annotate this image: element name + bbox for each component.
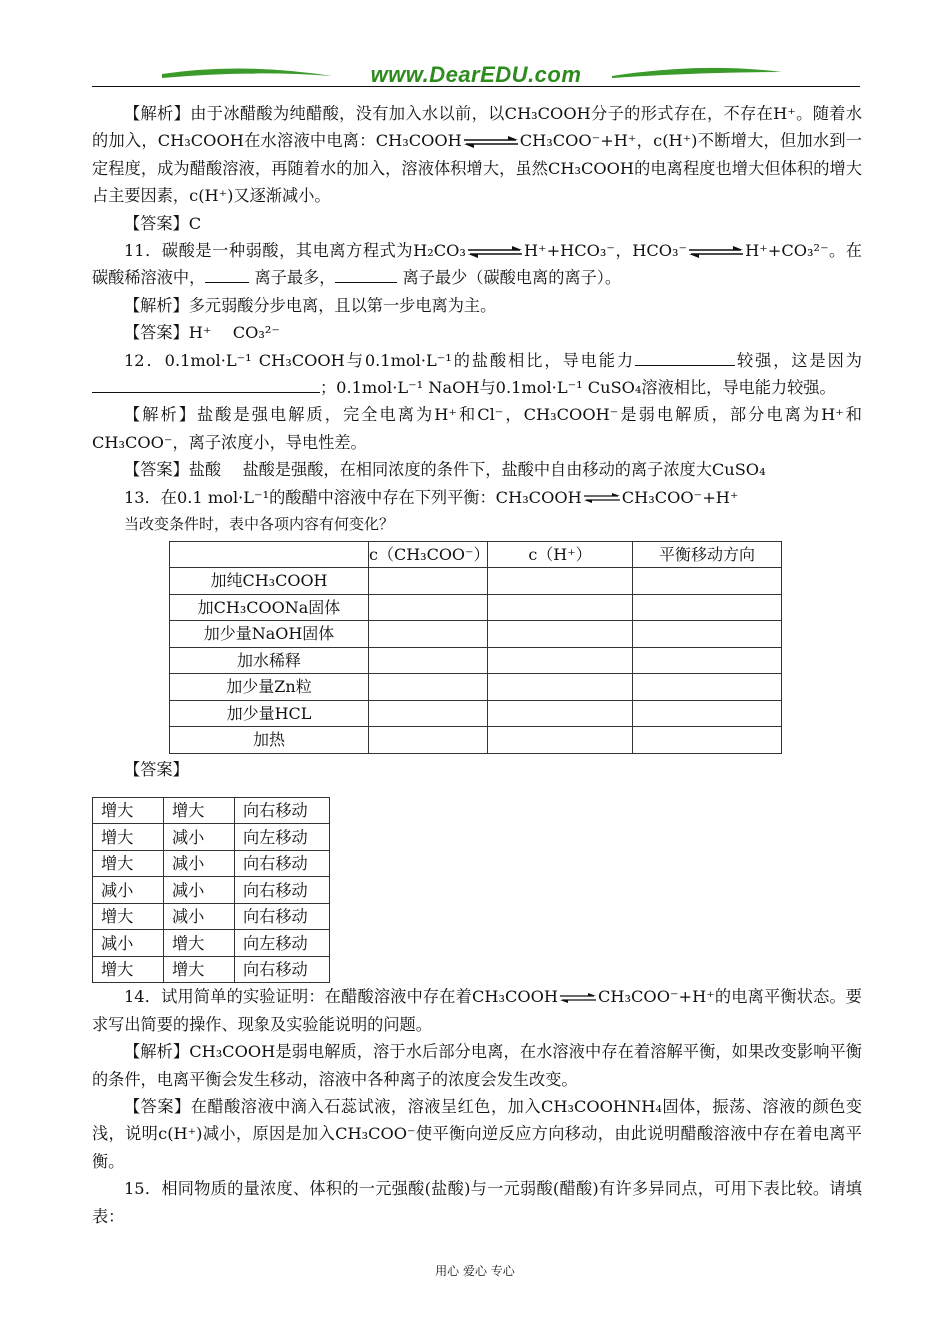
answer-cell: 向右移动 (235, 850, 330, 877)
q13-subtitle: 当改变条件时，表中各项内容有何变化？ (124, 515, 395, 534)
blank-cell[interactable] (633, 621, 782, 648)
table-row (93, 797, 330, 824)
q10-analysis-text-b: CH₃COO⁻+H⁺，c(H⁺)不断增大，但加水到一定程度，成为醋酸溶液，再随着水的加入，溶液体积增大，虽然CH₃COOH的电离程度也增大但体积的增大占主要因素，c(H⁺)又逐渐减小。 (92, 131, 862, 206)
blank-cell[interactable] (369, 647, 488, 674)
answer-blank[interactable] (335, 267, 397, 283)
blank-cell[interactable] (369, 621, 488, 648)
answer-cell: 增大 (164, 956, 235, 983)
table-row (170, 594, 782, 621)
q11-text-e: 离子最少（碳酸电离的离子）。 (397, 268, 622, 288)
blank-cell[interactable] (369, 568, 488, 595)
table-row (170, 621, 782, 648)
page-footer: 用心 爱心 专心 (435, 1264, 515, 1278)
table-header-row (170, 541, 782, 568)
answer-cell: 减小 (164, 903, 235, 930)
blank-cell[interactable] (488, 674, 633, 701)
table-header-cell: c（H⁺） (488, 541, 633, 568)
answer-cell: 向右移动 (235, 956, 330, 983)
q13-question (92, 484, 862, 511)
blank-cell[interactable] (633, 647, 782, 674)
table-row (170, 568, 782, 595)
answer-cell: 减小 (164, 824, 235, 851)
blank-cell[interactable] (488, 647, 633, 674)
table-row (170, 674, 782, 701)
blank-cell[interactable] (488, 700, 633, 727)
q11-analysis: 【解析】多元弱酸分步电离，且以第一步电离为主。 (124, 295, 497, 315)
condition-cell: 加纯CH₃COOH (170, 568, 369, 595)
table-row (93, 956, 330, 983)
blank-cell[interactable] (488, 621, 633, 648)
q11-text-d: 离子最多， (249, 268, 336, 288)
answer-cell: 向右移动 (235, 797, 330, 824)
answer-cell: 减小 (93, 877, 164, 904)
header-rule (92, 86, 860, 87)
answer-cell: 向左移动 (235, 930, 330, 957)
q11-text-c: H⁺+CO₃²⁻。在碳酸稀溶液中， (92, 241, 862, 288)
answer-cell: 增大 (93, 850, 164, 877)
q11-text-a: 11．碳酸是一种弱酸，其电离方程式为H₂CO₃ (124, 241, 466, 261)
table-row (170, 647, 782, 674)
q13-condition-table (169, 541, 782, 754)
equilibrium-arrow-icon (687, 245, 745, 259)
equilibrium-arrow-icon (582, 491, 622, 505)
blank-cell[interactable] (633, 568, 782, 595)
table-header-cell: 平衡移动方向 (633, 541, 782, 568)
answer-cell: 增大 (93, 956, 164, 983)
blank-cell[interactable] (488, 568, 633, 595)
q10-analysis-text-a: 由于冰醋酸为纯醋酸，没有加入水以前，以CH₃COOH分子的形式存在，不存在H⁺。随着水的加入，CH₃COOH在水溶液中电离：CH₃COOH (92, 104, 863, 151)
equilibrium-arrow-icon (462, 135, 520, 149)
blank-cell[interactable] (633, 700, 782, 727)
q13-text-b: CH₃COO⁻+H⁺ (621, 487, 739, 507)
q13-text-a: 13．在0.1 mol·L⁻¹的酸醋中溶液中存在下列平衡：CH₃COOH (124, 487, 582, 507)
answer-cell: 增大 (93, 797, 164, 824)
answer-blank[interactable] (92, 377, 320, 393)
q11-question (92, 237, 862, 292)
q13-answer-label: 【答案】 (124, 759, 189, 779)
answer-cell: 向左移动 (235, 824, 330, 851)
answer-cell: 减小 (164, 850, 235, 877)
answer-cell: 减小 (164, 877, 235, 904)
table-row (93, 930, 330, 957)
blank-cell[interactable] (633, 674, 782, 701)
q10-answer: 【答案】C (124, 213, 202, 233)
q10-analysis-label: 【解析】 (124, 104, 191, 123)
q13-answer-table (92, 797, 330, 984)
site-logo[interactable]: www.DearEDU.com (370, 62, 582, 87)
blank-cell[interactable] (488, 594, 633, 621)
page-body (92, 100, 862, 1230)
q12-question (92, 347, 862, 402)
q15-question: 15．相同物质的量浓度、体积的一元强酸(盐酸)与一元弱酸(醋酸)有许多异同点，可用下表比较。请填表： (92, 1179, 862, 1226)
q14-analysis: 【解析】CH₃COOH是弱电解质，溶于水后部分电离，在水溶液中存在着溶解平衡，如果改变影响平衡的条件，电离平衡会发生移动，溶液中各种离子的浓度会发生改变。 (92, 1042, 862, 1089)
q12-analysis: 【解析】盐酸是强电解质，完全电离为H⁺和Cl⁻，CH₃COOH⁻是弱电解质，部分电离为H⁺和CH₃COO⁻，离子浓度小，导电性差。 (92, 405, 862, 452)
q11-answer: 【答案】H⁺ CO₃²⁻ (124, 323, 280, 343)
blank-cell[interactable] (369, 674, 488, 701)
q14-text-b: CH₃COO⁻+H⁺的电离平衡状态。要求写出简要的操作、现象及实验能说明的问题。 (92, 987, 862, 1034)
blank-cell[interactable] (633, 594, 782, 621)
answer-cell: 减小 (93, 930, 164, 957)
answer-cell: 向右移动 (235, 903, 330, 930)
condition-cell: 加少量NaOH固体 (170, 621, 369, 648)
table-row (93, 824, 330, 851)
q11-text-b: H⁺+HCO₃⁻，HCO₃⁻ (523, 241, 688, 261)
q12-text-b: 较强，这是因为 (735, 350, 862, 370)
q14-text-a: 14．试用简单的实验证明：在醋酸溶液中存在着CH₃COOH (124, 987, 559, 1007)
equilibrium-arrow-icon (558, 991, 598, 1005)
condition-cell: 加少量Zn粒 (170, 674, 369, 701)
q12-text-a: 12．0.1mol·L⁻¹ CH₃COOH与0.1mol·L⁻¹的盐酸相比，导电能力 (124, 350, 636, 370)
q10-analysis (92, 100, 862, 210)
answer-cell: 增大 (164, 797, 235, 824)
answer-cell: 增大 (93, 903, 164, 930)
table-row (93, 903, 330, 930)
table-row (93, 877, 330, 904)
table-header-cell (170, 541, 369, 568)
q14-question (92, 983, 862, 1038)
condition-cell: 加CH₃COONa固体 (170, 594, 369, 621)
table-row (170, 727, 782, 754)
answer-cell: 向右移动 (235, 877, 330, 904)
table-header-cell: c（CH₃COO⁻） (369, 541, 488, 568)
blank-cell[interactable] (633, 727, 782, 754)
table-row (170, 700, 782, 727)
answer-blank[interactable] (205, 267, 249, 283)
q12-answer: 【答案】盐酸 盐酸是强酸，在相同浓度的条件下，盐酸中自由移动的离子浓度大CuSO₄ (124, 460, 766, 480)
q12-text-c: ；0.1mol·L⁻¹ NaOH与0.1mol·L⁻¹ CuSO₄溶液相比，导电能力较强。 (320, 378, 836, 398)
condition-cell: 加水稀释 (170, 647, 369, 674)
blank-cell[interactable] (369, 700, 488, 727)
equilibrium-arrow-icon (466, 245, 524, 259)
answer-cell: 增大 (93, 824, 164, 851)
blank-cell[interactable] (369, 594, 488, 621)
q14-answer: 【答案】在醋酸溶液中滴入石蕊试液，溶液呈红色，加入CH₃COOHNH₄固体，振荡、溶液的颜色变浅，说明c(H⁺)减小，原因是加入CH₃COO⁻使平衡向逆反应方向移动，由此说明醋酸溶液中存在着电离平衡。 (92, 1097, 862, 1171)
table-row (93, 850, 330, 877)
blank-cell[interactable] (488, 727, 633, 754)
condition-cell: 加少量HCL (170, 700, 369, 727)
answer-cell: 增大 (164, 930, 235, 957)
answer-blank[interactable] (635, 350, 735, 366)
condition-cell: 加热 (170, 727, 369, 754)
blank-cell[interactable] (369, 727, 488, 754)
